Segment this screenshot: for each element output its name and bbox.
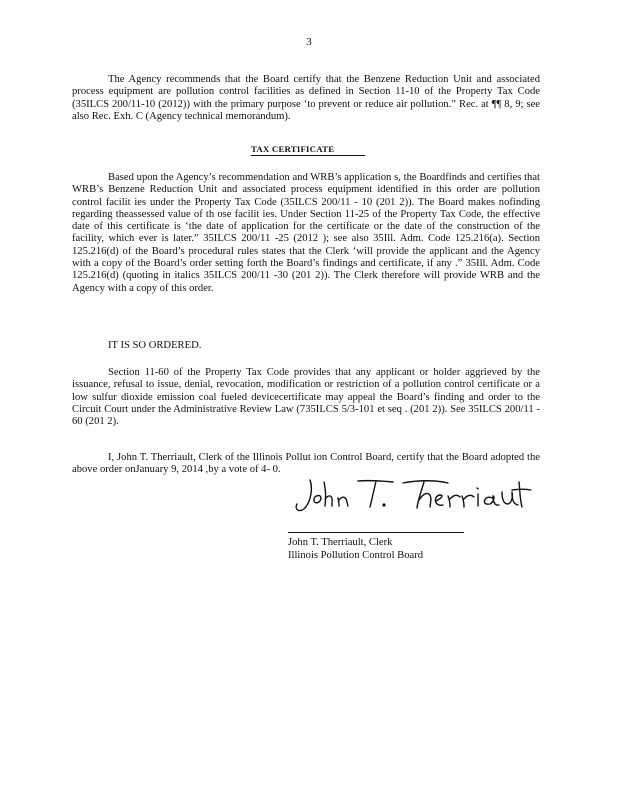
page-number: 3 [306, 36, 312, 48]
clerk-organization: Illinois Pollution Control Board [288, 549, 424, 561]
handwritten-signature [288, 474, 532, 516]
certificate-paragraph [72, 172, 540, 295]
tax-certificate-heading: TAX CERTIFICATE [251, 144, 365, 156]
signature-line [288, 532, 464, 533]
attestation-text: I, John T. Therriault, Clerk of the Illinois Pollut ion Control Board, certify that the Board adopted the above order onJanuary 9, 2014 ,by a vote of 4- 0. [72, 452, 540, 476]
agency-recommendation-paragraph [72, 74, 540, 123]
appeal-text: Section 11-60 of the Property Tax Code provides that any applicant or holder aggrieved by the issuance, refusal to issue, denial, revocation, modification or restriction of a pollution control certificate or a low sulfur dioxide emission coal fueled devicecertificate may appeal the Board’s finding and order to the Circuit Court under the Administrative Review Law (735ILCS 5/3-101 et seq . (201 2)). See 35ILCS 200/11 - 60 (201 2). [72, 367, 540, 428]
clerk-block [288, 537, 423, 562]
clerk-name-title: John T. Therriault, Clerk [288, 537, 393, 548]
attestation-paragraph [72, 452, 540, 477]
appeal-paragraph [72, 367, 540, 428]
certificate-text: Based upon the Agency’s recommendation and WRB’s application s, the Boardfinds and certifies that WRB’s Benzene Reduction Unit and associated process equipment identified in this order are pollution control facilit ies under the Property Tax Code (35ILCS 200/11 - 10 (201 2)). The Board makes nofinding regarding theassessed value of th ose facilit ies. Under Section 11-25 of the Property Tax Code, the effective date of this certificate is ‘the date of application for the certificate or the date of the construction of the facility, which ever is later.” 35ILCS 200/11 -25 (2012 ); see also 35Ill. Adm. Code 125.216(a). Section 125.216(d) of the Board’s procedural rules states that the Clerk ‘will provide the applicant and the Agency with a copy of the Board’s order setting forth the Board’s findings and certificate, if any .” 35Ill. Adm. Code 125.216(d) (quoting in italics 35ILCS 200/11 -30 (201 2)). The Clerk therefore will provide WRB and the Agency with a copy of this order. [72, 172, 540, 294]
so-ordered-line: IT IS SO ORDERED. [108, 340, 202, 351]
recommendation-text: The Agency recommends that the Board certify that the Benzene Reduction Unit and associated process equipment are pollution control facilities as defined in Section 11-10 of the Property Tax Code (35ILCS 200/11-10 (2012)) with the primary purpose ‘to prevent or reduce air pollution.” Rec. at ¶¶ 8, 9; see also Rec. Exh. C (Agency technical memorandum). [72, 74, 540, 122]
